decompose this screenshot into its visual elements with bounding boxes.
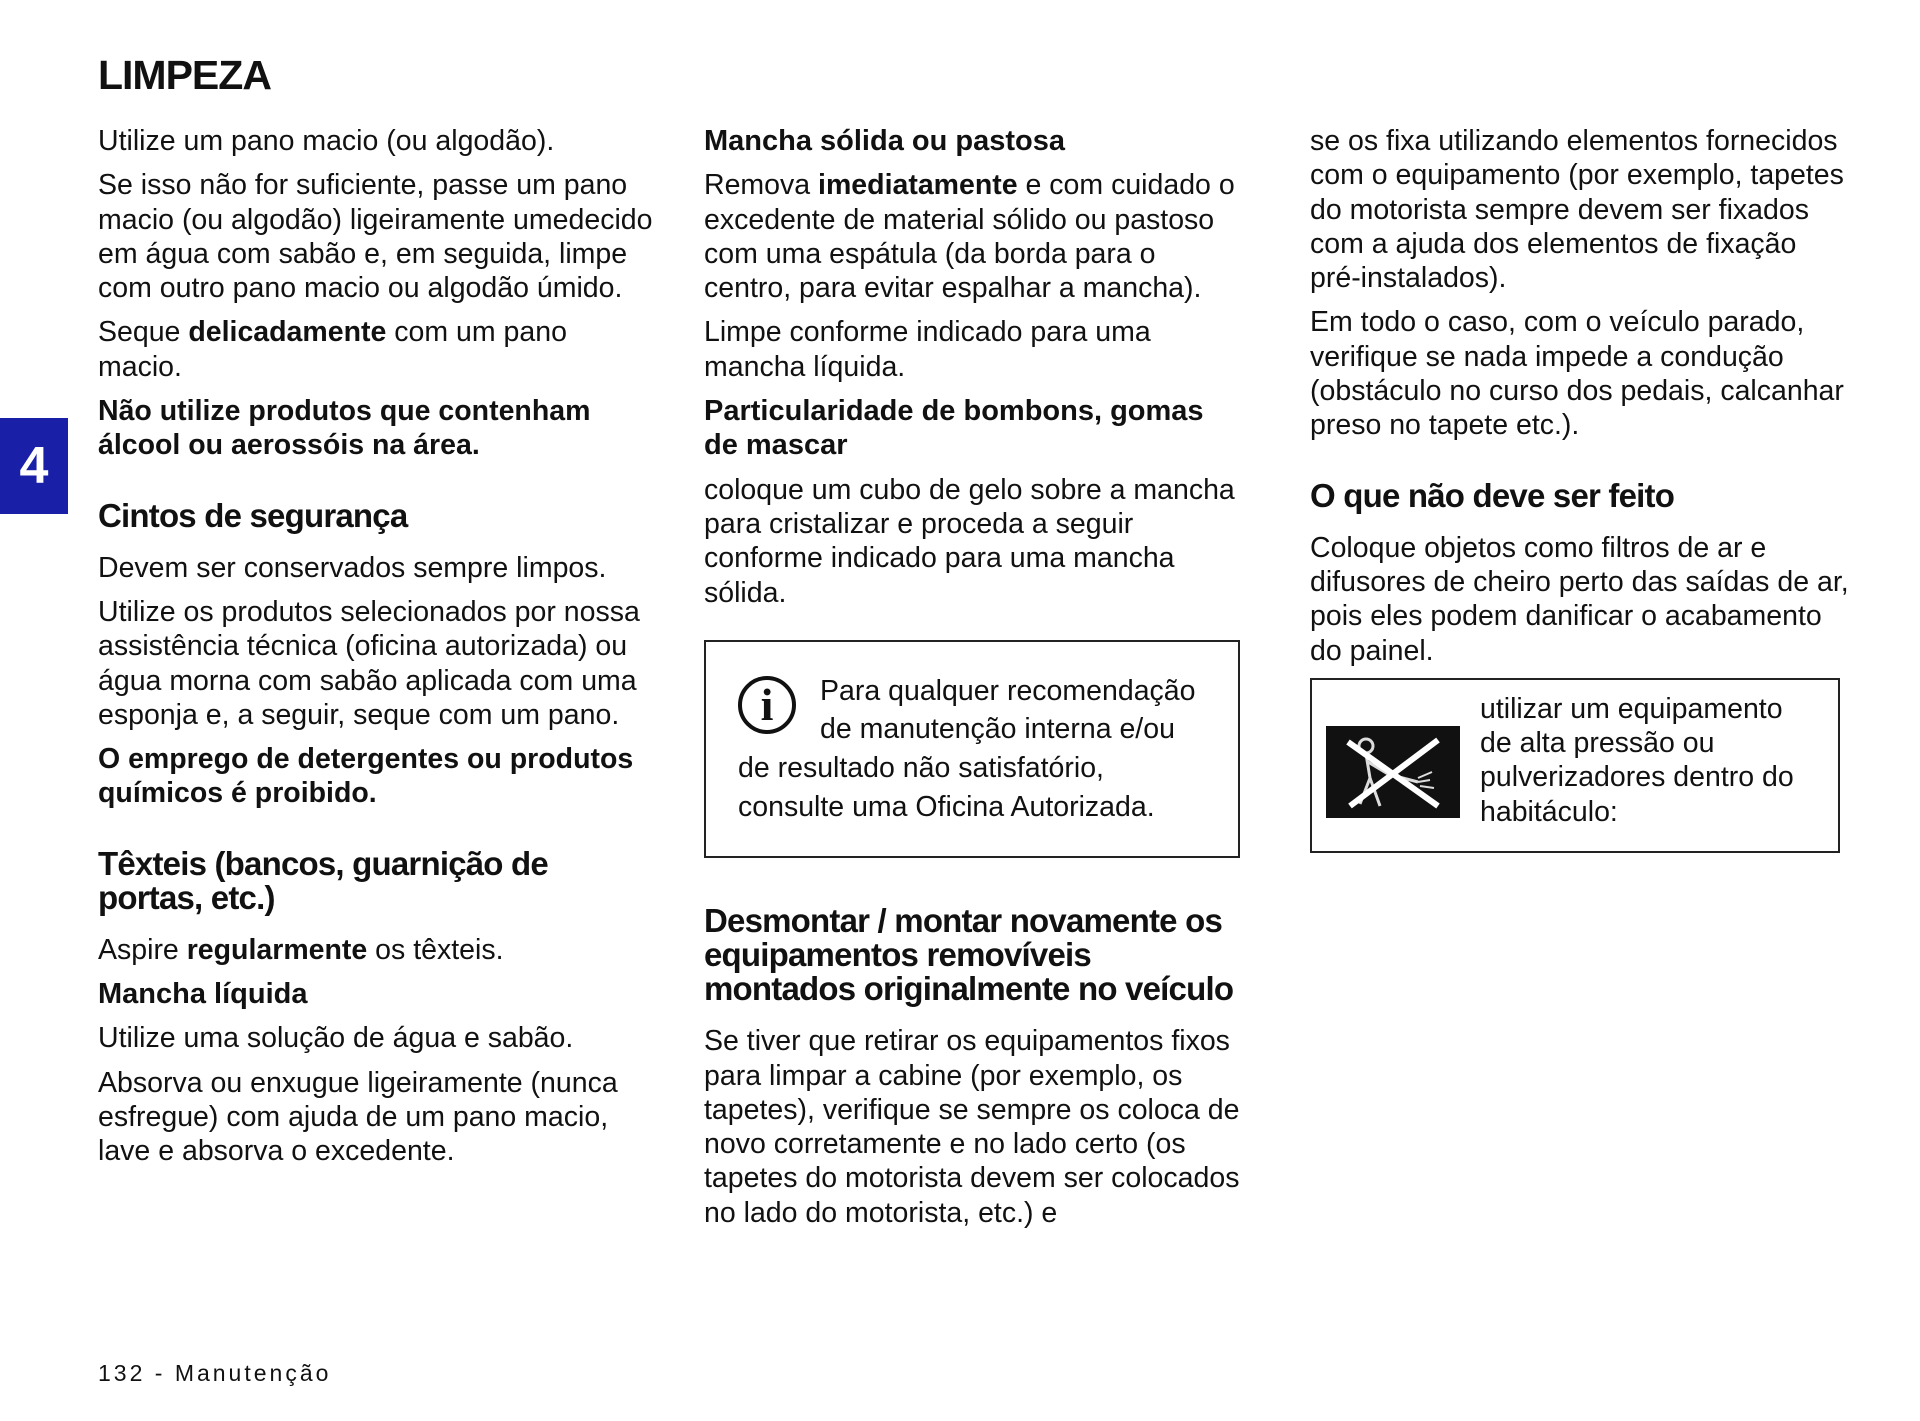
paragraph: Utilize os produtos selecionados por nossa assistência técnica (oficina autorizada) ou água morna com sabão aplicada com uma esponja e, a seguir, seque com um pano. — [98, 595, 640, 731]
subheading-mancha-solida: Mancha sólida ou pastosa — [704, 125, 1065, 157]
paragraph — [98, 315, 658, 384]
text: Aspire — [98, 933, 187, 966]
section-heading-nao-fazer: O que não deve ser feito — [1310, 476, 1675, 514]
text: Seque — [98, 316, 189, 349]
paragraph: coloque um cubo de gelo sobre a mancha para cristalizar e proceda a seguir conforme indicado para uma mancha sólida. — [704, 473, 1235, 609]
column-3 — [1310, 124, 1850, 853]
paragraph — [98, 933, 658, 967]
info-text: Para qualquer recomendação de manutenção interna e/ou de resultado não satisfatório, consulte uma Oficina Autorizada. — [738, 674, 1196, 823]
section-heading-texteis: Têxteis (bancos, guarnição de portas, etc.) — [98, 844, 548, 916]
paragraph: Devem ser conservados sempre limpos. — [98, 551, 607, 584]
column-2 — [704, 124, 1244, 1240]
chapter-tab: 4 — [0, 418, 68, 514]
column-1 — [98, 124, 658, 1179]
paragraph — [704, 168, 1244, 305]
page-footer: 132 - Manutenção — [98, 1360, 332, 1386]
page-title: LIMPEZA — [98, 52, 271, 98]
paragraph: Se isso não for suficiente, passe um pano macio (ou algodão) ligeiramente umedecido em água com sabão e, em seguida, limpe com outro pano macio ou algodão úmido. — [98, 169, 653, 305]
paragraph: Se tiver que retirar os equipamentos fixos para limpar a cabine (por exemplo, os tapetes), verifique se sempre os coloca de novo corretamente e no lado certo (os tapetes do motorista devem ser colocados no lado do motorista, etc.) e — [704, 1025, 1240, 1229]
no-pressure-washer-icon — [1326, 726, 1460, 818]
text: Remova — [704, 169, 819, 202]
text: os têxteis. — [367, 933, 504, 966]
section-heading-cintos: Cintos de segurança — [98, 496, 408, 534]
paragraph: Limpe conforme indicado para uma mancha líquida. — [704, 316, 1151, 383]
text: e com cuidado o excedente de material sólido ou pastoso com uma espátula (da borda para o centro, para evitar espalhar a mancha). — [704, 169, 1235, 305]
text: com um pano macio. — [98, 316, 567, 383]
subheading-mancha-liquida: Mancha líquida — [98, 978, 308, 1011]
paragraph: Absorva ou enxugue ligeiramente (nunca esfregue) com ajuda de um pano macio, lave e absorva o excedente. — [98, 1066, 618, 1168]
paragraph: Utilize uma solução de água e sabão. — [98, 1022, 574, 1055]
paragraph: Em todo o caso, com o veículo parado, verifique se nada impede a condução (obstáculo no curso dos pedais, calcanhar preso no tapete etc.). — [1310, 306, 1844, 442]
paragraph: se os fixa utilizando elementos fornecidos com o equipamento (por exemplo, tapetes do motorista sempre devem ser fixados com a ajuda dos elementos de fixação pré-instalados). — [1310, 125, 1844, 295]
info-box — [704, 640, 1240, 858]
subheading-bombons: Particularidade de bombons, gomas de mascar — [704, 395, 1204, 462]
paragraph: Coloque objetos como filtros de ar e difusores de cheiro perto das saídas de ar, pois eles podem danificar o acabamento do painel. — [1310, 531, 1849, 667]
emphasis: imediatamente — [818, 169, 1018, 202]
warning-text: utilizar um equipamento de alta pressão ou pulverizadores dentro do habitáculo: — [1480, 692, 1794, 828]
paragraph: Utilize um pano macio (ou algodão). — [98, 125, 555, 157]
warning-paragraph: O emprego de detergentes ou produtos químicos é proibido. — [98, 743, 634, 810]
emphasis: delicadamente — [188, 316, 387, 349]
section-heading-desmontar: Desmontar / montar novamente os equipamentos removíveis montados originalmente no veículo — [704, 902, 1234, 1008]
warning-box — [1310, 678, 1840, 853]
info-icon: i — [738, 676, 796, 734]
emphasis: regularmente — [186, 933, 368, 966]
warning-paragraph: Não utilize produtos que contenham álcool ou aerossóis na área. — [98, 395, 591, 462]
